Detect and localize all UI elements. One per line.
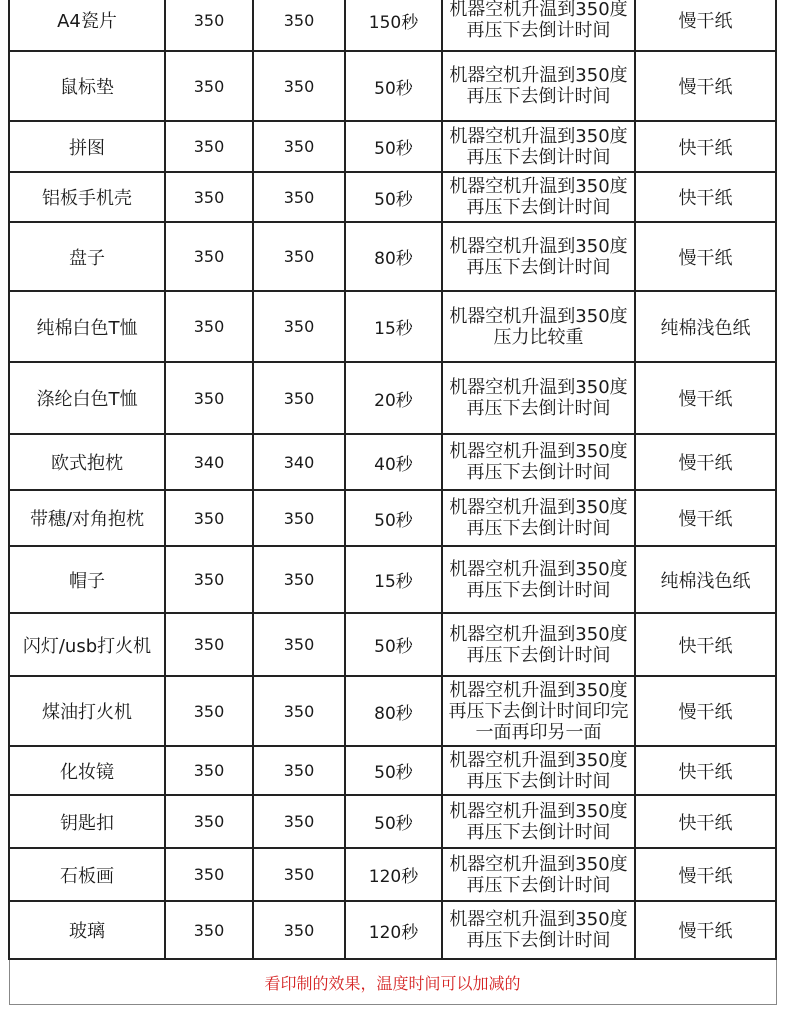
instruction-note-cell: 机器空机升温到350度 再压下去倒计时间 [442,0,635,51]
temperature-upper-cell: 350 [165,222,253,291]
table-row [9,746,776,795]
paper-type-cell: 慢干纸 [635,0,776,51]
temperature-upper-cell: 350 [165,172,253,222]
paper-type-cell: 慢干纸 [635,51,776,121]
paper-type-cell: 快干纸 [635,613,776,676]
instruction-note-cell: 机器空机升温到350度 再压下去倒计时间 [442,848,635,901]
instruction-note-cell: 机器空机升温到350度 再压下去倒计时间 [442,746,635,795]
press-time-cell: 50秒 [345,490,442,546]
temperature-lower-cell: 350 [253,172,345,222]
item-name-cell: 钥匙扣 [9,795,165,848]
table-row [9,121,776,172]
temperature-lower-cell: 350 [253,901,345,959]
item-name-cell: 涤纶白色T恤 [9,362,165,434]
temperature-lower-cell: 350 [253,676,345,746]
temperature-upper-cell: 350 [165,546,253,613]
table-row [9,490,776,546]
paper-type-cell: 慢干纸 [635,362,776,434]
temperature-upper-cell: 350 [165,901,253,959]
temperature-lower-cell: 350 [253,0,345,51]
paper-type-cell: 慢干纸 [635,676,776,746]
table-row [9,546,776,613]
press-time-cell: 50秒 [345,613,442,676]
item-name-cell: 闪灯/usb打火机 [9,613,165,676]
table-row [9,901,776,959]
item-name-cell: 盘子 [9,222,165,291]
press-time-cell: 120秒 [345,901,442,959]
table-row [9,434,776,490]
paper-type-cell: 纯棉浅色纸 [635,546,776,613]
press-settings-table [8,0,777,1005]
press-time-cell: 50秒 [345,746,442,795]
item-name-cell: A4瓷片 [9,0,165,51]
press-time-cell: 50秒 [345,795,442,848]
item-name-cell: 带穗/对角抱枕 [9,490,165,546]
temperature-lower-cell: 350 [253,291,345,362]
temperature-upper-cell: 350 [165,121,253,172]
instruction-note-cell: 机器空机升温到350度 再压下去倒计时间印完 一面再印另一面 [442,676,635,746]
table-row [9,676,776,746]
instruction-note-cell: 机器空机升温到350度 再压下去倒计时间 [442,901,635,959]
temperature-lower-cell: 350 [253,51,345,121]
paper-type-cell: 快干纸 [635,746,776,795]
press-time-cell: 80秒 [345,222,442,291]
temperature-upper-cell: 350 [165,0,253,51]
item-name-cell: 帽子 [9,546,165,613]
instruction-note-cell: 机器空机升温到350度 再压下去倒计时间 [442,546,635,613]
press-time-cell: 20秒 [345,362,442,434]
temperature-lower-cell: 350 [253,795,345,848]
temperature-lower-cell: 350 [253,222,345,291]
temperature-lower-cell: 350 [253,848,345,901]
temperature-upper-cell: 350 [165,291,253,362]
footer-row [9,959,776,1005]
paper-type-cell: 慢干纸 [635,901,776,959]
temperature-upper-cell: 350 [165,613,253,676]
table-row [9,291,776,362]
paper-type-cell: 慢干纸 [635,848,776,901]
instruction-note-cell: 机器空机升温到350度 再压下去倒计时间 [442,222,635,291]
footer-note: 看印制的效果，温度时间可以加减的 [9,959,776,1005]
temperature-upper-cell: 350 [165,490,253,546]
instruction-note-cell: 机器空机升温到350度 再压下去倒计时间 [442,172,635,222]
temperature-upper-cell: 350 [165,676,253,746]
paper-type-cell: 慢干纸 [635,434,776,490]
item-name-cell: 化妆镜 [9,746,165,795]
instruction-note-cell: 机器空机升温到350度 再压下去倒计时间 [442,362,635,434]
item-name-cell: 石板画 [9,848,165,901]
table-row [9,362,776,434]
press-time-cell: 80秒 [345,676,442,746]
instruction-note-cell: 机器空机升温到350度 再压下去倒计时间 [442,795,635,848]
press-time-cell: 50秒 [345,172,442,222]
temperature-lower-cell: 350 [253,613,345,676]
paper-type-cell: 慢干纸 [635,222,776,291]
instruction-note-cell: 机器空机升温到350度 再压下去倒计时间 [442,121,635,172]
table-row [9,51,776,121]
press-time-cell: 15秒 [345,546,442,613]
paper-type-cell: 慢干纸 [635,490,776,546]
instruction-note-cell: 机器空机升温到350度 再压下去倒计时间 [442,490,635,546]
table-row [9,172,776,222]
temperature-lower-cell: 350 [253,746,345,795]
instruction-note-cell: 机器空机升温到350度 再压下去倒计时间 [442,613,635,676]
item-name-cell: 鼠标垫 [9,51,165,121]
paper-type-cell: 快干纸 [635,795,776,848]
press-time-cell: 150秒 [345,0,442,51]
item-name-cell: 铝板手机壳 [9,172,165,222]
temperature-upper-cell: 350 [165,795,253,848]
item-name-cell: 纯棉白色T恤 [9,291,165,362]
press-time-cell: 120秒 [345,848,442,901]
temperature-lower-cell: 340 [253,434,345,490]
paper-type-cell: 纯棉浅色纸 [635,291,776,362]
item-name-cell: 玻璃 [9,901,165,959]
table-row [9,795,776,848]
item-name-cell: 拼图 [9,121,165,172]
item-name-cell: 煤油打火机 [9,676,165,746]
temperature-lower-cell: 350 [253,546,345,613]
paper-type-cell: 快干纸 [635,172,776,222]
table-row [9,222,776,291]
temperature-upper-cell: 350 [165,51,253,121]
paper-type-cell: 快干纸 [635,121,776,172]
instruction-note-cell: 机器空机升温到350度 再压下去倒计时间 [442,51,635,121]
table-row [9,848,776,901]
temperature-lower-cell: 350 [253,362,345,434]
temperature-upper-cell: 350 [165,848,253,901]
press-time-cell: 15秒 [345,291,442,362]
table-body [9,0,776,959]
temperature-upper-cell: 350 [165,362,253,434]
table-row [9,0,776,51]
instruction-note-cell: 机器空机升温到350度 再压下去倒计时间 [442,434,635,490]
temperature-upper-cell: 340 [165,434,253,490]
press-time-cell: 40秒 [345,434,442,490]
instruction-note-cell: 机器空机升温到350度 压力比较重 [442,291,635,362]
temperature-lower-cell: 350 [253,490,345,546]
press-time-cell: 50秒 [345,121,442,172]
press-time-cell: 50秒 [345,51,442,121]
table-row [9,613,776,676]
item-name-cell: 欧式抱枕 [9,434,165,490]
temperature-upper-cell: 350 [165,746,253,795]
temperature-lower-cell: 350 [253,121,345,172]
